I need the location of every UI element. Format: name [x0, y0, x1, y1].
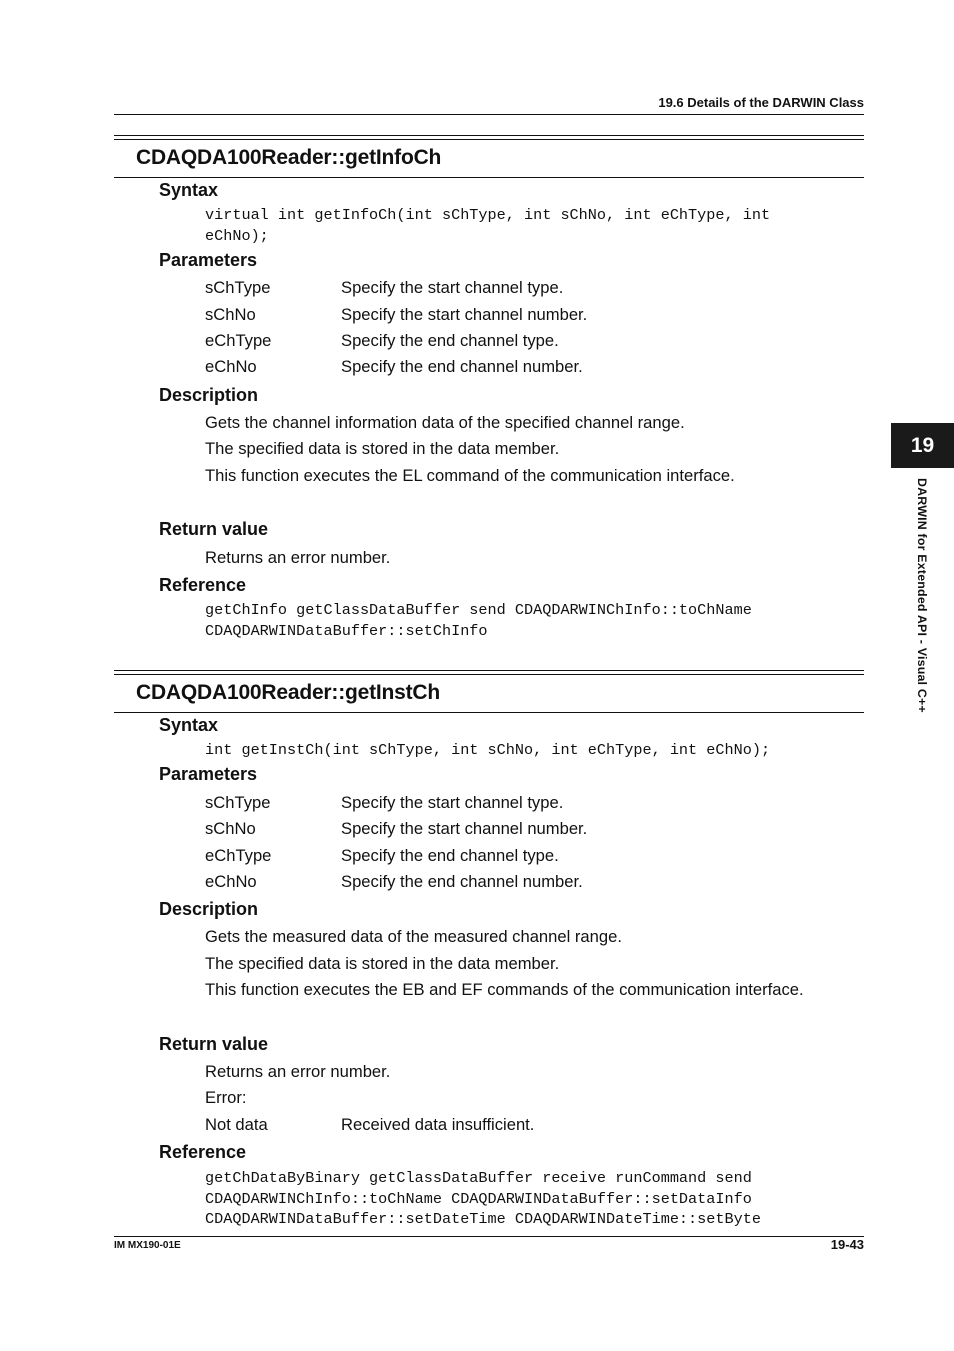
section1-syntax-code: virtual int getInfoCh(int sChType, int sChNo, int eChType, int eChNo);: [205, 206, 771, 245]
description-line: This function executes the EB and EF commands of the communication interface.: [205, 980, 804, 999]
chapter-side-label: DARWIN for Extended API - Visual C++: [915, 478, 929, 713]
section2-title: CDAQDA100Reader::getInstCh: [136, 681, 441, 704]
section1-return-text: Returns an error number.: [205, 548, 391, 567]
section1-description-heading: Description: [159, 385, 259, 405]
section1-title: CDAQDA100Reader::getInfoCh: [136, 146, 442, 169]
description-line: This function executes the EL command of the communication interface.: [205, 466, 735, 485]
section1-syntax-heading: Syntax: [159, 180, 219, 200]
param-name: eChType: [205, 331, 272, 350]
param-desc: Specify the end channel number.: [341, 872, 583, 891]
section1-return-heading: Return value: [159, 519, 269, 539]
section1-reference-heading: Reference: [159, 575, 247, 595]
section2-title-rule: [114, 712, 864, 713]
param-desc: Specify the start channel type.: [341, 793, 564, 812]
footer-manual-id: IM MX190-01E: [114, 1240, 181, 1251]
description-line: Gets the channel information data of the specified channel range.: [205, 413, 685, 432]
running-header: 19.6 Details of the DARWIN Class: [658, 95, 864, 110]
param-name: sChType: [205, 278, 271, 297]
param-desc: Specify the end channel number.: [341, 357, 583, 376]
chapter-tab: [891, 423, 954, 468]
chapter-number: 19: [910, 433, 935, 457]
section1-top-rule-b: [114, 139, 864, 140]
section2-reference-heading: Reference: [159, 1142, 247, 1162]
param-desc: Specify the end channel type.: [341, 331, 559, 350]
page-number: 19-43: [830, 1237, 864, 1252]
param-desc: Specify the start channel number.: [341, 305, 588, 324]
param-desc: Specify the start channel type.: [341, 278, 564, 297]
footer-rule: [114, 1236, 864, 1237]
section2-return-heading: Return value: [159, 1034, 269, 1054]
param-name: sChNo: [205, 819, 256, 838]
section2-error-desc: Received data insufficient.: [341, 1115, 535, 1134]
description-line: Gets the measured data of the measured channel range.: [205, 927, 622, 946]
section2-error-label: Error:: [205, 1088, 247, 1107]
section1-reference-code: getChInfo getClassDataBuffer send CDAQDARWINChInfo::toChName CDAQDARWINDataBuffer::setChInfo: [205, 601, 752, 640]
description-line: The specified data is stored in the data member.: [205, 439, 560, 458]
section2-syntax-heading: Syntax: [159, 715, 219, 735]
section2-params-heading: Parameters: [159, 764, 258, 784]
param-desc: Specify the start channel number.: [341, 819, 588, 838]
section2-reference-code: getChDataByBinary getClassDataBuffer receive runCommand send CDAQDARWINChInfo::toChName CDAQDARWINDataBuffer::setDataInfo CDAQDARWINDataBuffer::setDateTime CDAQDARWINDateTime::setByte: [205, 1169, 761, 1228]
param-name: sChNo: [205, 305, 256, 324]
section2-return-text: Returns an error number.: [205, 1062, 391, 1081]
header-rule: [114, 114, 864, 115]
section2-error-name: Not data: [205, 1115, 268, 1134]
section2-top-rule-b: [114, 674, 864, 675]
param-name: eChType: [205, 846, 272, 865]
description-line: The specified data is stored in the data member.: [205, 954, 560, 973]
section2-top-rule-a: [114, 670, 864, 671]
param-name: eChNo: [205, 872, 257, 891]
section1-params-heading: Parameters: [159, 250, 258, 270]
section1-top-rule-a: [114, 135, 864, 136]
param-desc: Specify the end channel type.: [341, 846, 559, 865]
param-name: eChNo: [205, 357, 257, 376]
section2-description-heading: Description: [159, 899, 259, 919]
section2-syntax-code: int getInstCh(int sChType, int sChNo, int eChType, int eChNo);: [205, 741, 771, 759]
param-name: sChType: [205, 793, 271, 812]
section1-title-rule: [114, 177, 864, 178]
